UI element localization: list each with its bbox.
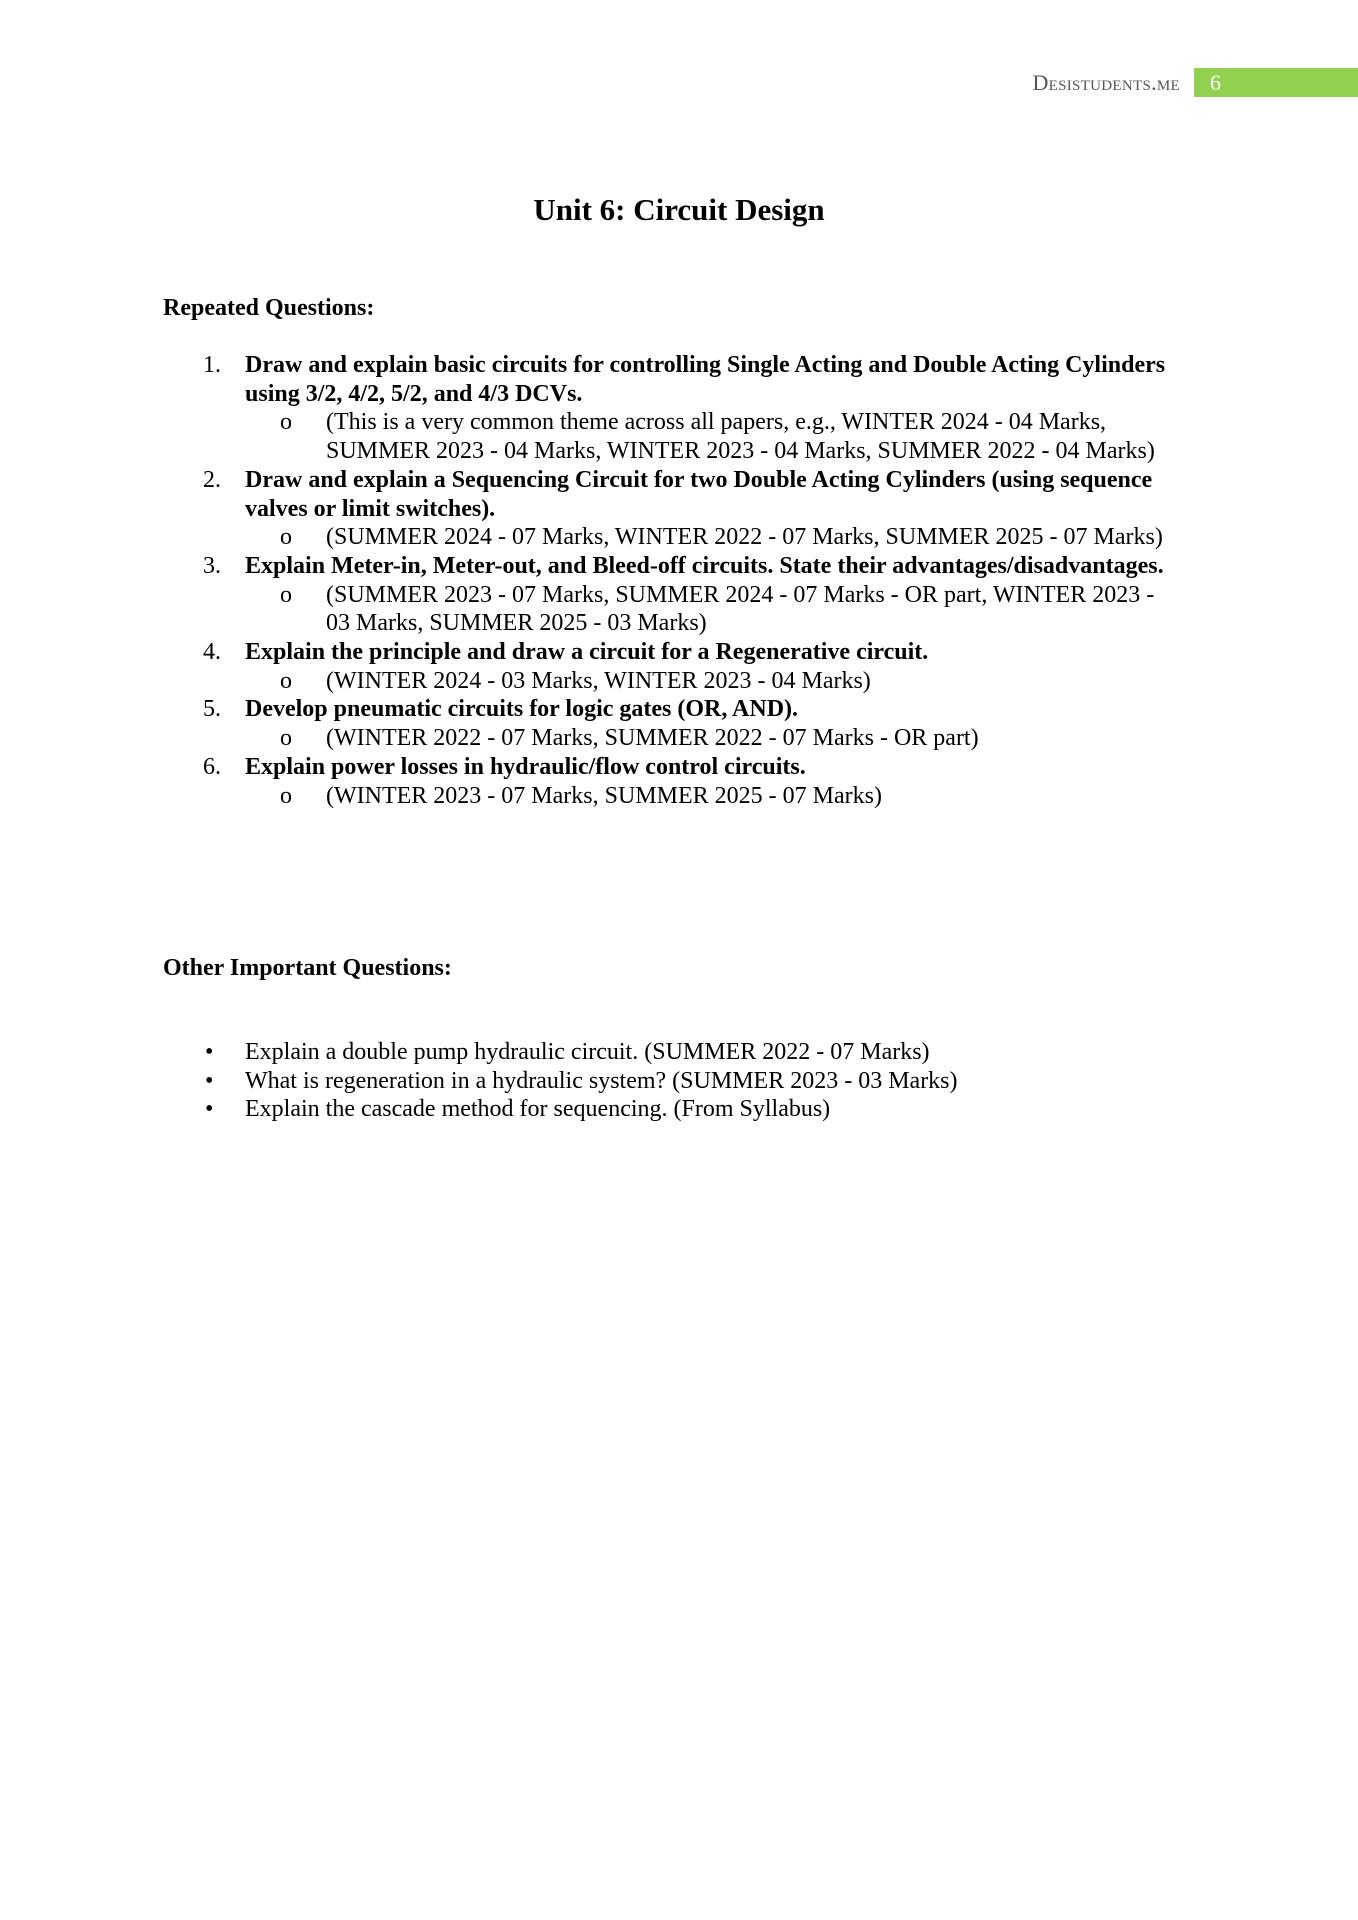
list-item-text: Explain the cascade method for sequencing. (From Syllabus) [245, 1096, 831, 1123]
list-item-text: What is regeneration in a hydraulic system? (SUMMER 2023 - 03 Marks) [245, 1067, 958, 1094]
question-number: 4. [203, 639, 221, 666]
question-detail-text: (This is a very common theme across all papers, e.g., WINTER 2024 - 04 Marks, SUMMER 2023 - 04 Marks, WINTER 2023 - 04 Marks, SUMMER 2022 - 04 Marks) [326, 409, 1155, 465]
question-item [163, 552, 1183, 638]
question-item [163, 351, 1183, 466]
page-header [1032, 68, 1358, 97]
question-number: 1. [203, 352, 221, 378]
sub-bullet-marker: o [280, 667, 292, 694]
bullet-marker: • [205, 1067, 214, 1094]
question-item [163, 695, 1183, 752]
list-item [163, 1038, 1183, 1067]
question-item [163, 638, 1183, 695]
list-item [163, 1067, 1183, 1096]
sub-bullet-marker: o [280, 409, 292, 436]
other-questions-list [163, 1038, 1183, 1124]
bullet-marker: • [205, 1039, 214, 1065]
question-detail [245, 782, 1183, 811]
question-number: 6. [203, 753, 221, 780]
sub-bullet-marker: o [280, 524, 292, 551]
question-detail-text: (WINTER 2024 - 03 Marks, WINTER 2023 - 04 Marks) [326, 667, 871, 694]
question-detail [245, 408, 1183, 465]
repeated-questions-heading: Repeated Questions: [163, 295, 375, 321]
question-text: Draw and explain basic circuits for controlling Single Acting and Double Acting Cylinders using 3/2, 4/2, 5/2, and 4/3 DCVs. [245, 352, 1166, 407]
page-number: 6 [1194, 68, 1358, 97]
question-detail [245, 523, 1183, 552]
question-number: 5. [203, 696, 221, 723]
question-text: Draw and explain a Sequencing Circuit for two Double Acting Cylinders (using sequence valves or limit switches). [245, 466, 1153, 522]
question-text: Develop pneumatic circuits for logic gates (OR, AND). [245, 696, 799, 723]
question-item [163, 466, 1183, 552]
repeated-questions-list [163, 351, 1183, 810]
question-text: Explain power losses in hydraulic/flow control circuits. [245, 753, 806, 780]
other-questions-heading: Other Important Questions: [163, 955, 452, 981]
question-item [163, 753, 1183, 810]
question-number: 2. [203, 466, 221, 493]
list-item [163, 1095, 1183, 1124]
question-text: Explain Meter-in, Meter-out, and Bleed-off circuits. State their advantages/disadvantages. [245, 552, 1164, 579]
sub-bullet-marker: o [280, 782, 292, 809]
question-text: Explain the principle and draw a circuit for a Regenerative circuit. [245, 639, 929, 666]
question-detail [245, 724, 1183, 753]
list-item-text: Explain a double pump hydraulic circuit. (SUMMER 2022 - 07 Marks) [245, 1039, 930, 1065]
question-detail-text: (SUMMER 2023 - 07 Marks, SUMMER 2024 - 07 Marks - OR part, WINTER 2023 - 03 Marks, SUMMER 2025 - 03 Marks) [326, 581, 1155, 637]
question-detail-text: (WINTER 2022 - 07 Marks, SUMMER 2022 - 07 Marks - OR part) [326, 725, 979, 752]
question-detail [245, 667, 1183, 696]
question-detail-text: (WINTER 2023 - 07 Marks, SUMMER 2025 - 07 Marks) [326, 782, 882, 809]
page-title: Unit 6: Circuit Design [533, 192, 825, 227]
sub-bullet-marker: o [280, 581, 292, 608]
question-detail [245, 581, 1183, 638]
question-detail-text: (SUMMER 2024 - 07 Marks, WINTER 2022 - 07 Marks, SUMMER 2025 - 07 Marks) [326, 524, 1163, 551]
question-number: 3. [203, 552, 221, 579]
sub-bullet-marker: o [280, 725, 292, 752]
bullet-marker: • [205, 1096, 214, 1123]
site-name: Desistudents.me [1032, 70, 1180, 95]
